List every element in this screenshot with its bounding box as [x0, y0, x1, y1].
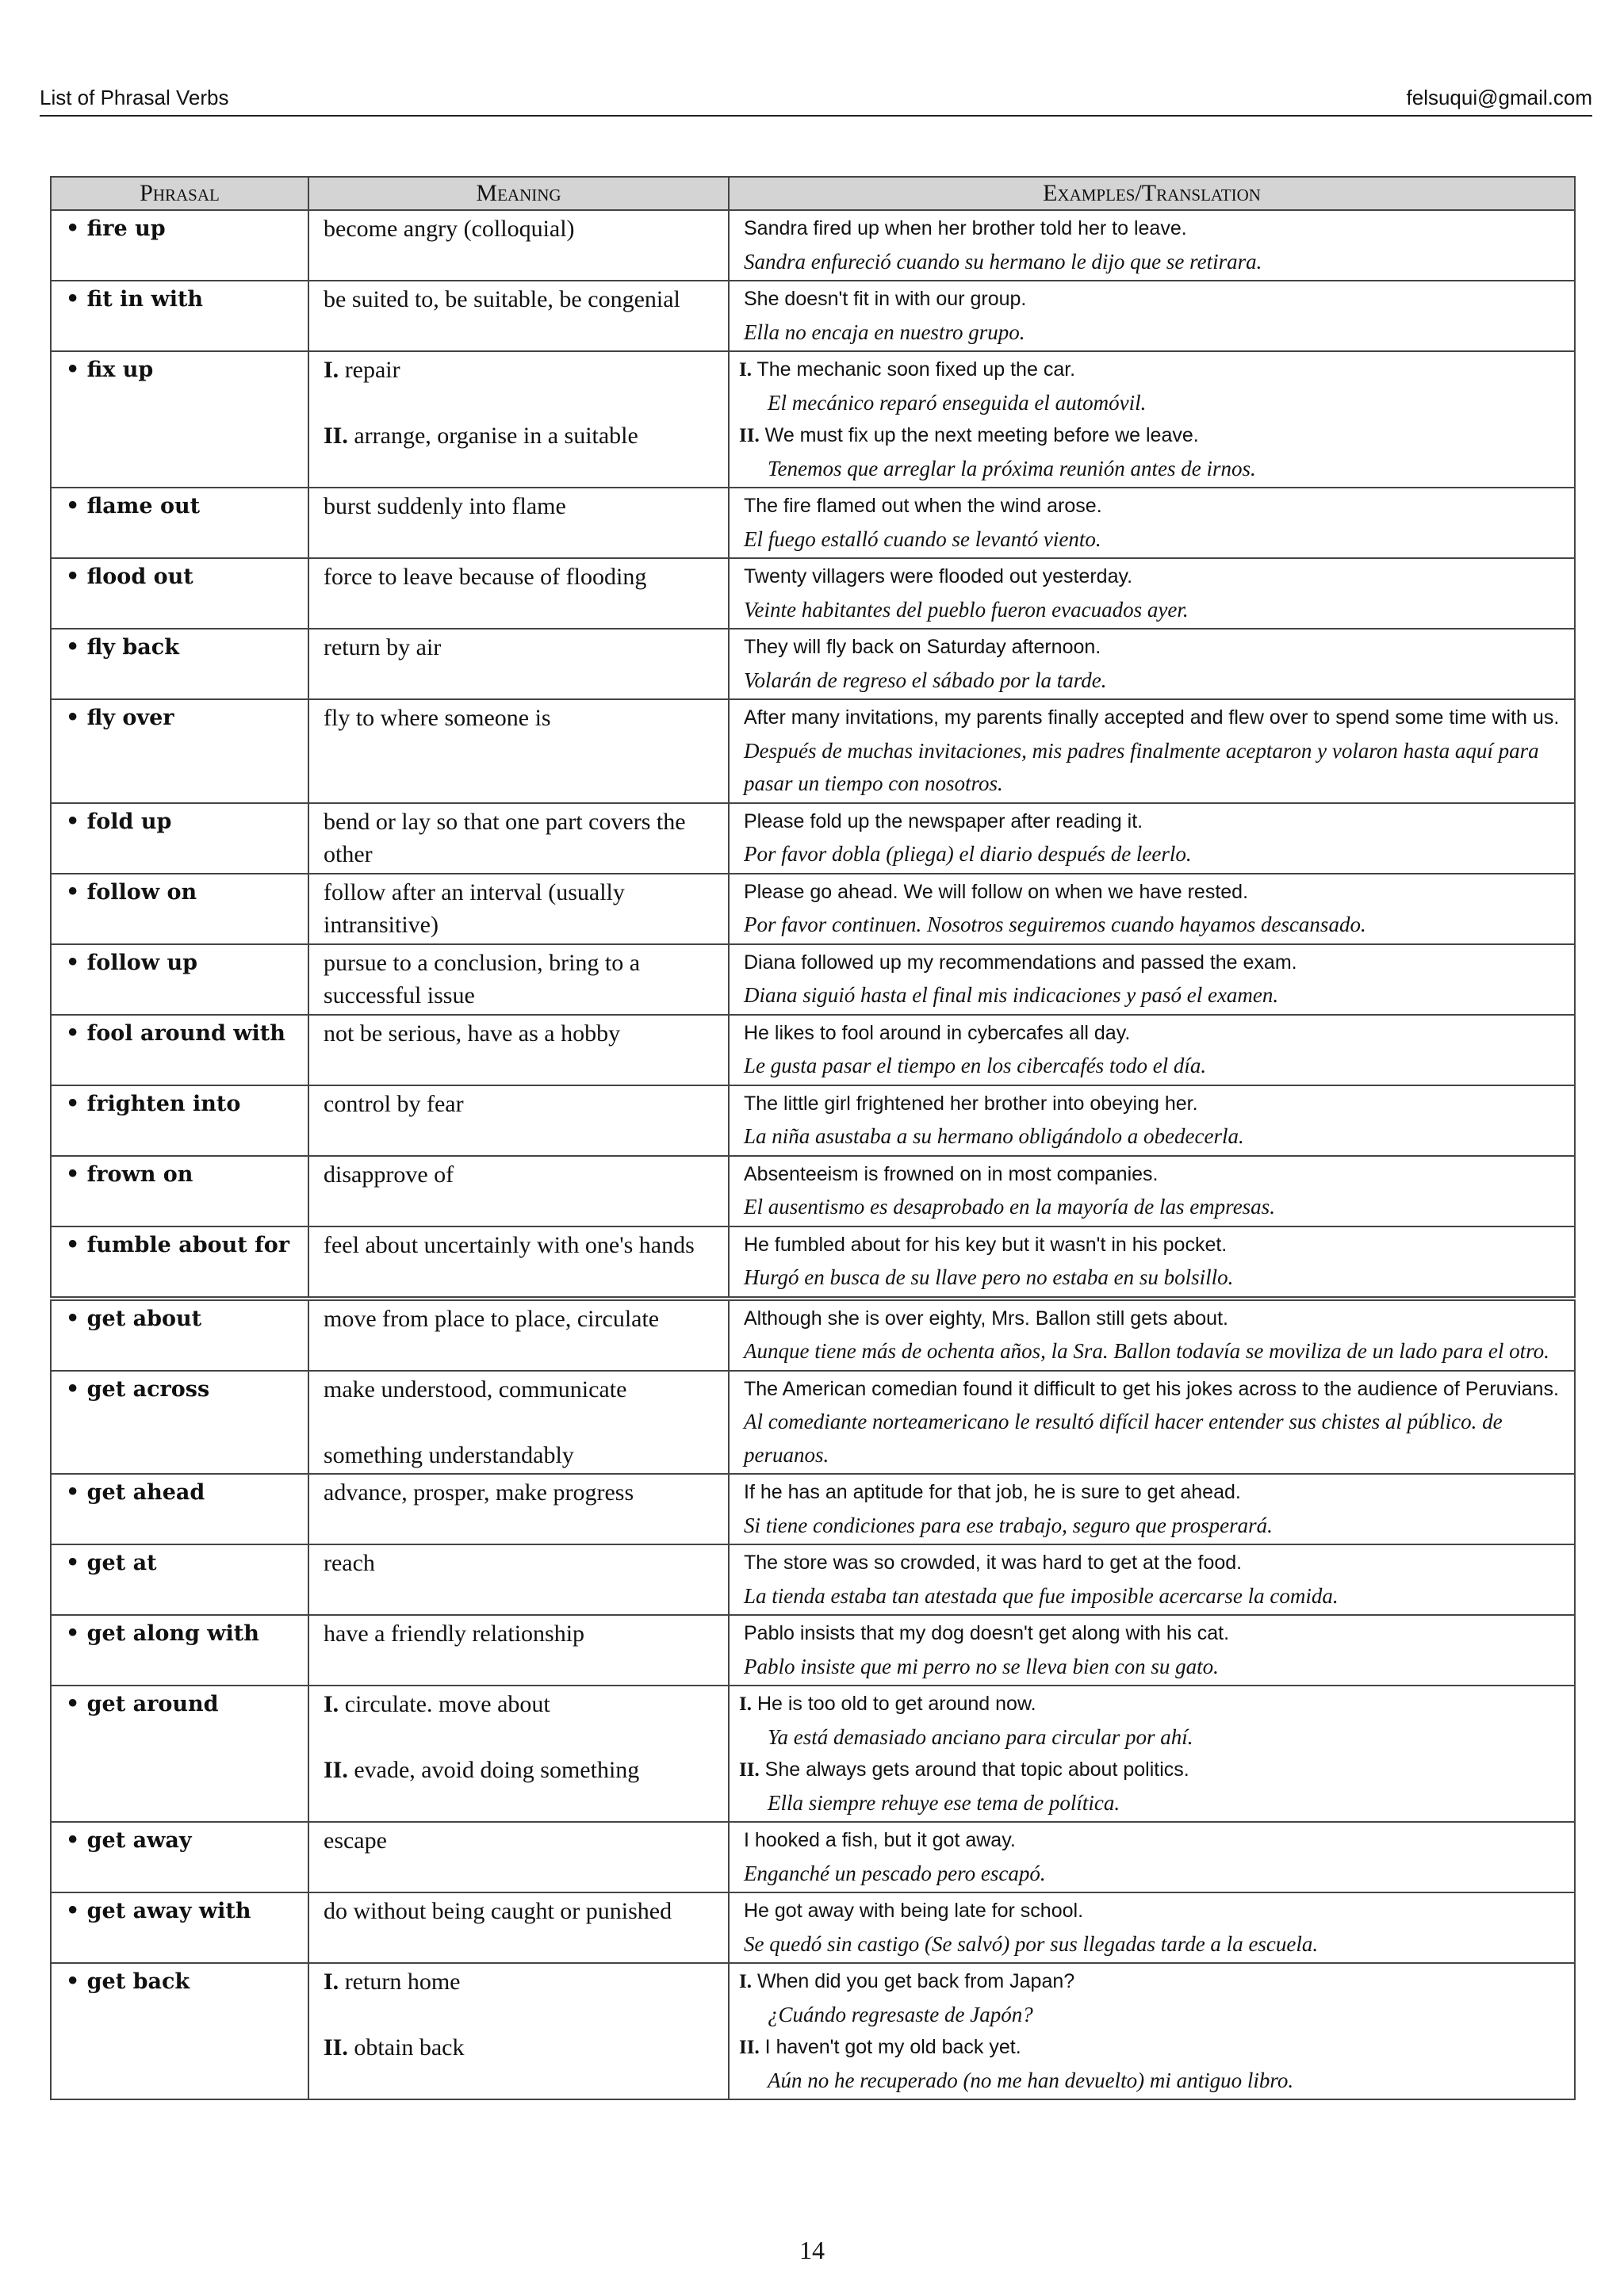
phrasal-cell [51, 558, 308, 629]
example-spanish: Ella siempre rehuye ese tema de política. [768, 1790, 1120, 1815]
example-english: I hooked a fish, but it got away. [744, 1829, 1016, 1851]
bullet-icon: • [66, 494, 80, 519]
example-cell [729, 629, 1575, 699]
meaning-cell: move from place to place, circulate [308, 1299, 729, 1371]
bullet-icon: • [66, 706, 80, 730]
example-cell [729, 1299, 1575, 1371]
meaning-cell: do without being caught or punished [308, 1892, 729, 1963]
example-cell [729, 281, 1575, 351]
sense-meaning: evade, avoid doing something [354, 1757, 640, 1783]
example-spanish: El fuego estalló cuando se levantó viento. [744, 526, 1101, 551]
example-english: He fumbled about for his key but it wasn't in his pocket. [744, 1233, 1228, 1256]
example-cell [729, 488, 1575, 558]
example-spanish: Diana siguió hasta el final mis indicaciones y pasó el examen. [744, 983, 1279, 1007]
running-header-title: List of Phrasal Verbs [40, 86, 229, 109]
phrasal-cell [51, 944, 308, 1015]
example-spanish: ¿Cuándo regresaste de Japón? [768, 2002, 1033, 2026]
example-spanish: La niña asustaba a su hermano obligándolo a obedecerla. [744, 1124, 1244, 1148]
example-spanish: Se quedó sin castigo (Se salvó) por sus llegadas tarde a la escuela. [744, 1931, 1319, 1956]
phrasal-cell [51, 874, 308, 944]
table-row [51, 1226, 1575, 1299]
header-rule [40, 115, 1592, 117]
bullet-icon: • [66, 1020, 80, 1046]
table-row [51, 1963, 1575, 2099]
example-cell [729, 1822, 1575, 1892]
sense-number: I. [324, 357, 339, 383]
table-row [51, 1892, 1575, 1963]
bullet-icon: • [66, 809, 80, 834]
example-spanish: Veinte habitantes del pueblo fueron evacuados ayer. [744, 597, 1189, 622]
phrasal-cell [51, 1474, 308, 1544]
sense-meaning: circulate. move about [344, 1691, 550, 1717]
phrasal-verb: get back [86, 1969, 190, 1994]
phrasal-verb: fumble about for [86, 1232, 289, 1257]
phrasal-verb: flood out [86, 564, 193, 589]
sense-number: II. [324, 2034, 348, 2061]
table-row [51, 281, 1575, 351]
phrasal-cell [51, 1015, 308, 1085]
phrasal-cell [51, 1615, 308, 1686]
example-english: The mechanic soon fixed up the car. [756, 358, 1076, 381]
phrasal-verbs-table [50, 176, 1576, 2100]
example-english: The little girl frightened her brother into obeying her. [744, 1092, 1198, 1115]
sense-number: I. [739, 1693, 752, 1715]
meaning-cell: become angry (colloquial) [308, 210, 729, 281]
bullet-icon: • [66, 1161, 80, 1187]
phrasal-cell [51, 1686, 308, 1822]
meaning-cell: fly to where someone is [308, 699, 729, 803]
table-header-row [51, 177, 1575, 210]
example-english: After many invitations, my parents finally accepted and flew over to spend some time with us. [744, 706, 1560, 729]
phrasal-verb: get across [86, 1376, 210, 1402]
sense-meaning: arrange, organise in a suitable [354, 423, 638, 449]
bullet-icon: • [66, 358, 80, 382]
column-header-examples: Examples/Translation [729, 177, 1575, 210]
meaning-cell: bend or lay so that one part covers the other [308, 803, 729, 874]
example-cell [729, 1015, 1575, 1085]
phrasal-cell [51, 1544, 308, 1615]
meaning-cell: follow after an interval (usually intransitive) [308, 874, 729, 944]
example-cell [729, 558, 1575, 629]
phrasal-verb: fly back [86, 635, 179, 660]
example-spanish: El ausentismo es desaprobado en la mayoría de las empresas. [744, 1195, 1275, 1219]
example-spanish: Tenemos que arreglar la próxima reunión antes de irnos. [768, 456, 1256, 480]
sense-number: I. [739, 1971, 752, 1992]
example-english: If he has an aptitude for that job, he is sure to get ahead. [744, 1481, 1241, 1503]
example-cell [729, 1892, 1575, 1963]
example-spanish: Aún no he recuperado (no me han devuelto) mi antiguo libro. [768, 2068, 1294, 2092]
meaning-cell: force to leave because of flooding [308, 558, 729, 629]
example-cell [729, 1085, 1575, 1156]
meaning-line: make understood, communicate [324, 1376, 627, 1402]
phrasal-verb: fold up [86, 809, 172, 834]
example-spanish: Sandra enfureció cuando su hermano le dijo que se retirara. [744, 249, 1262, 274]
table-row [51, 210, 1575, 281]
phrasal-verb: frown on [86, 1161, 193, 1187]
phrasal-verb: fly over [86, 706, 174, 730]
example-spanish: Enganché un pescado pero escapó. [744, 1861, 1046, 1885]
phrasal-verb: follow up [86, 950, 197, 975]
bullet-icon: • [66, 216, 80, 241]
example-cell [729, 699, 1575, 803]
table-row [51, 1474, 1575, 1544]
meaning-cell [308, 351, 729, 488]
bullet-icon: • [66, 287, 80, 312]
phrasal-cell [51, 1156, 308, 1226]
example-spanish: El mecánico reparó enseguida el automóvil. [768, 390, 1147, 415]
bullet-icon: • [66, 1969, 80, 1994]
example-english: They will fly back on Saturday afternoon. [744, 636, 1101, 658]
phrasal-verb: follow on [86, 879, 197, 905]
column-header-meaning: Meaning [308, 177, 729, 210]
example-english: Twenty villagers were flooded out yesterday. [744, 565, 1133, 587]
example-spanish: Hurgó en busca de su llave pero no estaba en su bolsillo. [744, 1265, 1234, 1289]
phrasal-verb: get about [86, 1306, 202, 1331]
meaning-cell: advance, prosper, make progress [308, 1474, 729, 1544]
example-cell [729, 1963, 1575, 2099]
bullet-icon: • [66, 1828, 80, 1853]
phrasal-cell [51, 1085, 308, 1156]
bullet-icon: • [66, 1232, 80, 1257]
phrasal-cell [51, 699, 308, 803]
phrasal-verb: get at [86, 1551, 157, 1575]
example-spanish: La tienda estaba tan atestada que fue imposible acercarse la comida. [744, 1583, 1339, 1608]
example-english: He likes to fool around in cybercafes all day. [744, 1021, 1131, 1044]
example-english: He got away with being late for school. [744, 1900, 1084, 1922]
example-english: The American comedian found it difficult to get his jokes across to the audience of Peruvians. [744, 1377, 1559, 1400]
example-english: She always gets around that topic about politics. [764, 1758, 1189, 1781]
example-cell [729, 1615, 1575, 1686]
phrasal-verb: get along with [86, 1621, 259, 1646]
phrasal-verb: get away with [86, 1899, 251, 1923]
example-english: Although she is over eighty, Mrs. Ballon still gets about. [744, 1307, 1228, 1330]
example-english: Absenteeism is frowned on in most companies. [744, 1162, 1159, 1185]
example-cell [729, 1226, 1575, 1299]
example-english: Sandra fired up when her brother told her to leave. [744, 217, 1187, 239]
example-english: When did you get back from Japan? [756, 1970, 1075, 1992]
example-spanish: Por favor dobla (pliega) el diario después de leerlo. [744, 842, 1192, 866]
meaning-cell: pursue to a conclusion, bring to a successful issue [308, 944, 729, 1015]
example-english: We must fix up the next meeting before we leave. [764, 424, 1199, 446]
table-row [51, 874, 1575, 944]
example-english: Pablo insists that my dog doesn't get along with his cat. [744, 1622, 1230, 1644]
sense-number: II. [324, 1757, 348, 1783]
example-spanish: Al comediante norteamericano le resultó difícil hacer entender sus chistes al público. de peruanos. [744, 1410, 1503, 1467]
example-cell [729, 1371, 1575, 1475]
sense-number: II. [739, 2037, 760, 2058]
example-english: The fire flamed out when the wind arose. [744, 495, 1102, 517]
meaning-cell [308, 1371, 729, 1475]
phrasal-cell [51, 1963, 308, 2099]
phrasal-verb: flame out [86, 494, 201, 519]
example-cell [729, 1156, 1575, 1226]
table-row [51, 1156, 1575, 1226]
sense-number: II. [739, 425, 760, 446]
meaning-cell: be suited to, be suitable, be congenial [308, 281, 729, 351]
bullet-icon: • [66, 1376, 80, 1402]
example-cell [729, 1474, 1575, 1544]
phrasal-verb: frighten into [86, 1091, 241, 1116]
phrasal-cell [51, 1892, 308, 1963]
phrasal-cell [51, 1822, 308, 1892]
meaning-cell: disapprove of [308, 1156, 729, 1226]
example-spanish: Ella no encaja en nuestro grupo. [744, 320, 1025, 344]
example-cell [729, 210, 1575, 281]
meaning-line: something understandably [324, 1441, 574, 1468]
meaning-cell: not be serious, have as a hobby [308, 1015, 729, 1085]
bullet-icon: • [66, 564, 80, 589]
phrasal-cell [51, 488, 308, 558]
table-row [51, 1299, 1575, 1371]
bullet-icon: • [66, 1899, 80, 1923]
table-row [51, 1615, 1575, 1686]
sense-meaning: repair [344, 357, 400, 383]
meaning-cell [308, 1686, 729, 1822]
phrasal-verb: fix up [86, 358, 154, 382]
example-spanish: Después de muchas invitaciones, mis padres finalmente aceptaron y volaron hasta aquí para pasar un tiempo con nosotros. [744, 738, 1539, 795]
sense-meaning: obtain back [354, 2034, 465, 2061]
phrasal-cell [51, 803, 308, 874]
table-row [51, 1686, 1575, 1822]
example-cell [729, 944, 1575, 1015]
bullet-icon: • [66, 950, 80, 975]
example-spanish: Ya está demasiado anciano para circular por ahí. [768, 1724, 1193, 1749]
phrasal-cell [51, 629, 308, 699]
example-spanish: Si tiene condiciones para ese trabajo, seguro que prosperará. [744, 1513, 1273, 1537]
phrasal-cell [51, 1371, 308, 1475]
example-english: She doesn't fit in with our group. [744, 288, 1027, 310]
meaning-cell: control by fear [308, 1085, 729, 1156]
example-english: Please go ahead. We will follow on when we have rested. [744, 880, 1249, 903]
example-spanish: Por favor continuen. Nosotros seguiremos cuando hayamos descansado. [744, 913, 1366, 936]
bullet-icon: • [66, 1621, 80, 1646]
example-english: He is too old to get around now. [756, 1693, 1036, 1715]
page-number: 14 [799, 2236, 825, 2264]
meaning-cell: feel about uncertainly with one's hands [308, 1226, 729, 1299]
bullet-icon: • [66, 1551, 80, 1575]
bullet-icon: • [66, 1480, 80, 1505]
running-header-email: felsuqui@gmail.com [1406, 86, 1592, 109]
phrasal-verb: get away [86, 1828, 192, 1853]
table-row [51, 699, 1575, 803]
phrasal-verb: fool around with [86, 1020, 285, 1046]
phrasal-cell [51, 210, 308, 281]
example-cell [729, 874, 1575, 944]
example-spanish: Le gusta pasar el tiempo en los cibercafés todo el día. [744, 1054, 1207, 1077]
phrasal-cell [51, 1226, 308, 1299]
example-cell [729, 1544, 1575, 1615]
table-row [51, 803, 1575, 874]
table-row [51, 558, 1575, 629]
bullet-icon: • [66, 879, 80, 905]
phrasal-cell [51, 1299, 308, 1371]
table-row [51, 351, 1575, 488]
phrasal-verb: fit in with [86, 287, 204, 312]
phrasal-cell [51, 351, 308, 488]
example-cell [729, 803, 1575, 874]
table-row [51, 1015, 1575, 1085]
meaning-cell: return by air [308, 629, 729, 699]
example-english: The store was so crowded, it was hard to get at the food. [744, 1552, 1243, 1574]
phrasal-cell [51, 281, 308, 351]
sense-number: II. [324, 423, 348, 449]
bullet-icon: • [66, 1306, 80, 1331]
bullet-icon: • [66, 635, 80, 660]
meaning-cell: have a friendly relationship [308, 1615, 729, 1686]
phrasal-verb: fire up [86, 216, 166, 241]
phrasal-verb: get ahead [86, 1480, 205, 1505]
table-row [51, 944, 1575, 1015]
meaning-cell: escape [308, 1822, 729, 1892]
table-row [51, 488, 1575, 558]
example-cell [729, 1686, 1575, 1822]
sense-number: I. [324, 1969, 339, 1995]
example-spanish: Pablo insiste que mi perro no se lleva bien con su gato. [744, 1654, 1219, 1678]
table-row [51, 1085, 1575, 1156]
table-row [51, 1371, 1575, 1475]
example-spanish: Volarán de regreso el sábado por la tarde. [744, 668, 1107, 692]
sense-number: II. [739, 1759, 760, 1781]
meaning-cell: burst suddenly into flame [308, 488, 729, 558]
meaning-cell [308, 1963, 729, 2099]
column-header-phrasal: Phrasal [51, 177, 308, 210]
example-english: Please fold up the newspaper after reading it. [744, 809, 1143, 832]
meaning-cell: reach [308, 1544, 729, 1615]
sense-number: I. [739, 359, 752, 381]
bullet-icon: • [66, 1692, 80, 1716]
example-english: I haven't got my old back yet. [764, 2036, 1021, 2058]
bullet-icon: • [66, 1091, 80, 1116]
table-row [51, 1544, 1575, 1615]
sense-number: I. [324, 1691, 339, 1717]
example-spanish: Aunque tiene más de ochenta años, la Sra. Ballon todavía se moviliza de un lado para el otro. [744, 1339, 1549, 1363]
table-row [51, 629, 1575, 699]
sense-meaning: return home [344, 1969, 461, 1995]
table-row [51, 1822, 1575, 1892]
phrasal-verb: get around [86, 1692, 219, 1716]
example-cell [729, 351, 1575, 488]
example-english: Diana followed up my recommendations and passed the exam. [744, 951, 1297, 974]
